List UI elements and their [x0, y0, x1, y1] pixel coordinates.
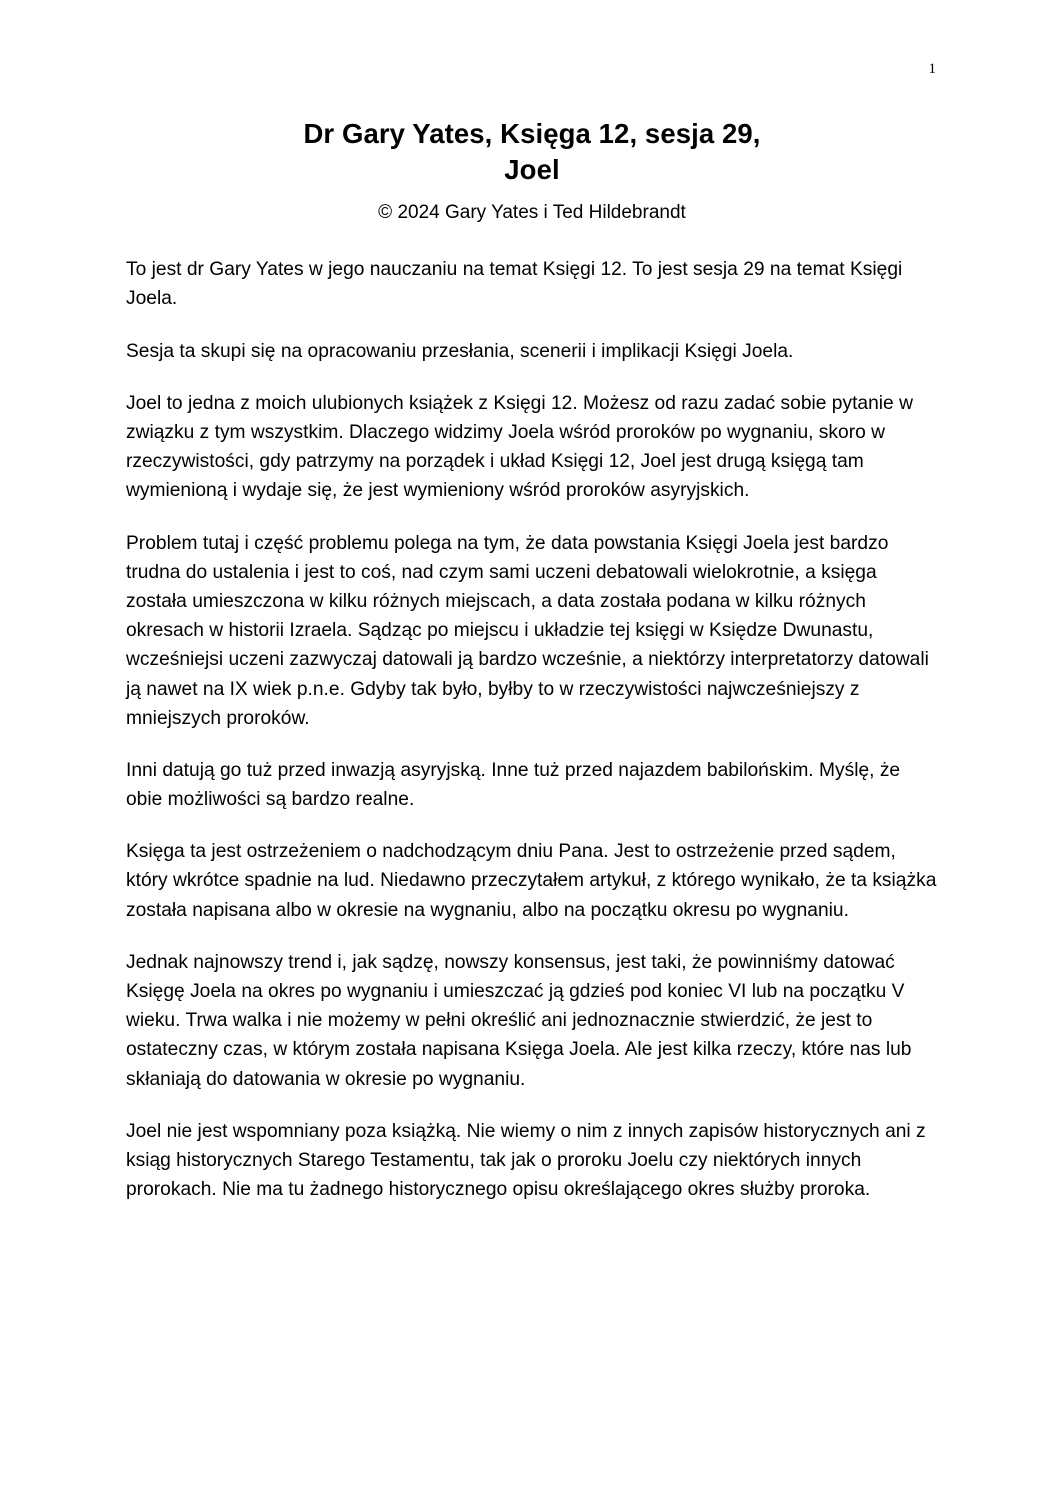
body-paragraph: Joel to jedna z moich ulubionych książek z Księgi 12. Możesz od razu zadać sobie pytanie w związku z tym wszystkim. Dlaczego widzimy Joela wśród proroków po wygnaniu, skoro w rzeczywistości, gdy patrzymy na porządek i układ Księgi 12, Joel jest drugą księgą tam wymienioną i wydaje się, że jest wymieniony wśród proroków asyryjskich. — [126, 392, 913, 502]
page-title-line-1: Dr Gary Yates, Księga 12, sesja 29, — [303, 118, 761, 149]
copyright-line: © 2024 Gary Yates i Ted Hildebrandt — [378, 201, 686, 223]
page-title — [126, 116, 938, 189]
body-paragraph: Księga ta jest ostrzeżeniem o nadchodzącym dniu Pana. Jest to ostrzeżenie przed sądem, który wkrótce spadnie na lud. Niedawno przeczytałem artykuł, z którego wynikało, że ta książka została napisana albo w okresie na wygnaniu, albo na początku okresu po wygnaniu. — [126, 841, 937, 921]
page-number: 1 — [928, 61, 936, 77]
page-title-line-2: Joel — [504, 154, 560, 186]
body-paragraph: Jednak najnowszy trend i, jak sądzę, nowszy konsensus, jest taki, że powinniśmy datować Księgę Joela na okres po wygnaniu i umieszczać ją gdzieś pod koniec VI lub na początku V wieku. Trwa walka i nie możemy w pełni określić ani jednoznacznie stwierdzić, że jest to ostateczny czas, w którym została napisana Księga Joela. Ale jest kilka rzeczy, które nas lub skłaniają do datowania w okresie po wygnaniu. — [126, 951, 912, 1090]
document-body — [126, 255, 938, 1204]
body-paragraph: Sesja ta skupi się na opracowaniu przesłania, scenerii i implikacji Księgi Joela. — [126, 340, 794, 362]
body-paragraph: To jest dr Gary Yates w jego nauczaniu na temat Księgi 12. To jest sesja 29 na temat Księgi Joela. — [126, 259, 903, 310]
body-paragraph: Problem tutaj i część problemu polega na tym, że data powstania Księgi Joela jest bardzo trudna do ustalenia i jest to coś, nad czym sami uczeni debatowali wielokrotnie, a księga została umieszczona w kilku różnych miejscach, a data została podana w kilku różnych okresach w historii Izraela. Sądząc po miejscu i układzie tej księgi w Księdze Dwunastu, wcześniejsi uczeni zazwyczaj datowali ją bardzo wcześnie, a niektórzy interpretatorzy datowali ją nawet na IX wiek p.n.e. Gdyby tak było, byłby to w rzeczywistości najwcześniejszy z mniejszych proroków. — [126, 532, 929, 729]
body-paragraph: Inni datują go tuż przed inwazją asyryjską. Inne tuż przed najazdem babilońskim. Myślę, że obie możliwości są bardzo realne. — [126, 759, 901, 811]
body-paragraph: Joel nie jest wspomniany poza książką. Nie wiemy o nim z innych zapisów historycznych ani z ksiąg historycznych Starego Testamentu, tak jak o proroku Joelu czy niektórych innych prorokach. Nie ma tu żadnego historycznego opisu określającego okres służby proroka. — [126, 1120, 926, 1201]
